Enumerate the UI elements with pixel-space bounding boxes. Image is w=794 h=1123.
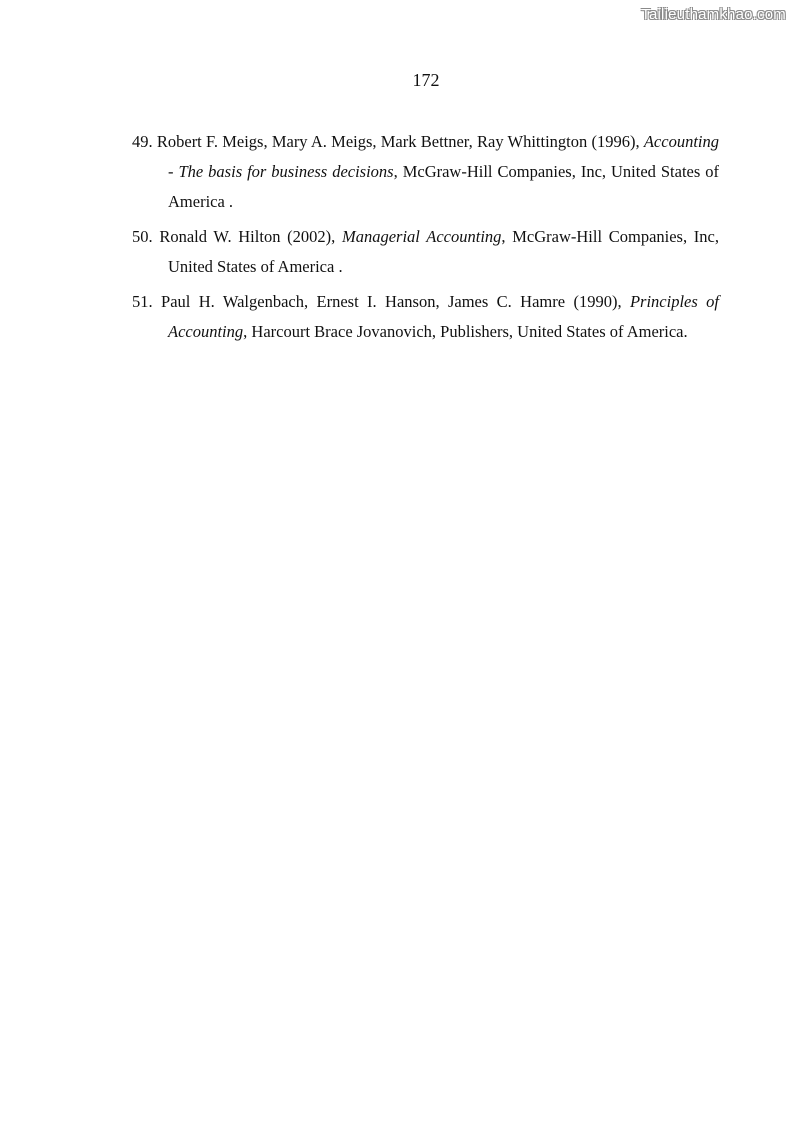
reference-publisher: , McGraw-Hill Companies, Inc, United States of America . <box>168 162 719 211</box>
reference-number: 50. <box>132 227 153 246</box>
reference-authors: Robert F. Meigs, Mary A. Meigs, Mark Bettner, Ray Whittington (1996), <box>156 132 640 151</box>
reference-list <box>132 127 719 352</box>
reference-publisher: , McGraw-Hill Companies, Inc, United States of America . <box>168 227 719 276</box>
reference-number: 49. <box>132 132 153 151</box>
reference-authors: Paul H. Walgenbach, Ernest I. Hanson, James C. Hamre (1990), <box>161 292 622 311</box>
reference-item-49 <box>132 127 719 217</box>
reference-authors: Ronald W. Hilton (2002), <box>159 227 336 246</box>
reference-title: Managerial Accounting <box>341 227 502 246</box>
reference-number: 51. <box>132 292 153 311</box>
reference-item-51 <box>132 287 719 347</box>
reference-item-50 <box>132 222 719 282</box>
reference-title: Accounting - The basis for business decisions <box>168 132 719 181</box>
reference-title: Principles of Accounting <box>168 292 720 341</box>
page-number: 172 <box>412 70 440 90</box>
watermark-text: Tailieuthamkhao.com <box>641 6 786 23</box>
reference-publisher: , Harcourt Brace Jovanovich, Publishers, United States of America. <box>243 322 688 341</box>
